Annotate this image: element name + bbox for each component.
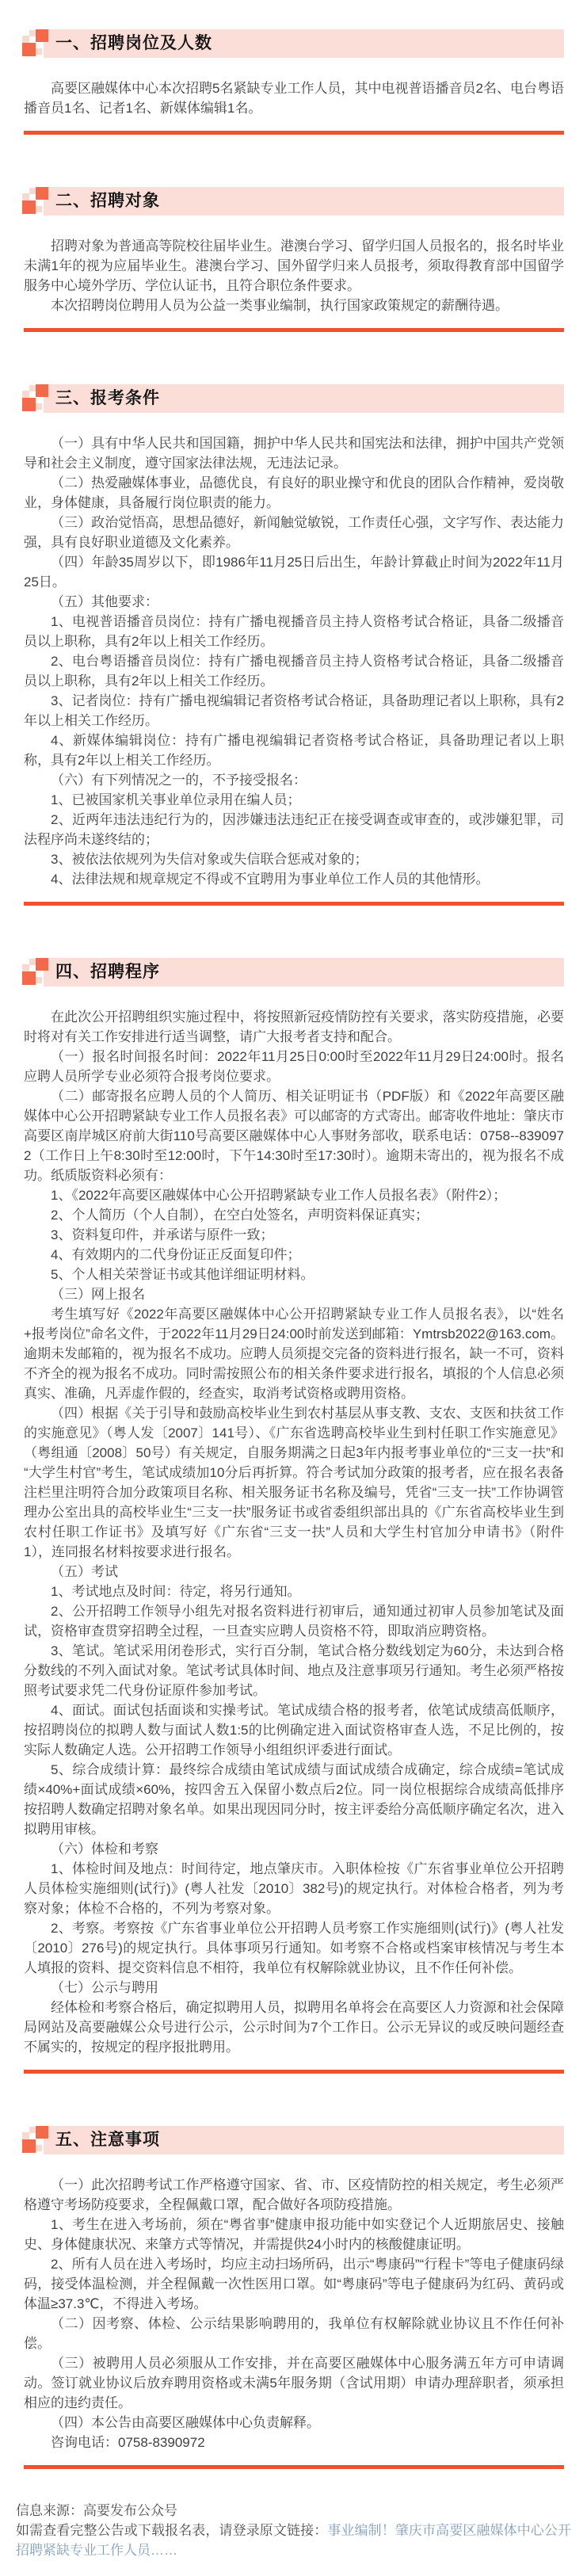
- paragraph: 本次招聘岗位聘用人员为公益一类事业编制，执行国家政策规定的薪酬待遇。: [51, 298, 509, 313]
- section-body: [0, 416, 587, 889]
- section-body: [0, 219, 587, 315]
- paragraph: （四）根据《关于引导和鼓励高校毕业生到农村基层从事支教、支农、支医和扶贫工作的实施意见》（粤人发〔2007〕141号）、《广东省选聘高校毕业生到村任职工作实施意见》（粤组通〔2008〕50号）有关规定，自服务期满之日起3年内报考事业单位的“三支一扶”和“大学生村官”考生，笔试成绩加10分后再折算。符合考试加分政策的报考者，应在报名表备注栏里注明符合加分政策项目名称、相关服务证书名称及编号，凭省“三支一扶”工作协调管理办公室出具的高校毕业生“三支一扶”服务证书或省委组织部出具的《广东省高校毕业生到农村任职工作证书》及填写好《广东省“三支一扶”人员和大学生村官加分申请书》（附件1），连同报名材料按要求进行报名。: [24, 1406, 564, 1559]
- paragraph: 2、近两年违法违纪行为的，因涉嫌违法违纪正在接受调查或审查的，或涉嫌犯罪，司法程序尚未遂终结的；: [24, 812, 564, 847]
- paragraph: （七）公示与聘用: [51, 1980, 158, 1995]
- paragraph: 高要区融媒体中心本次招聘5名紧缺专业工作人员，其中电视普语播音员2名、电台粤语播音员1名、记者1名、新媒体编辑1名。: [24, 81, 564, 116]
- icon-square: [29, 2127, 36, 2133]
- icon-square: [36, 2145, 42, 2151]
- paragraph: （一）具有中华人民共和国国籍，拥护中华人民共和国宪法和法律，拥护中国共产党领导和社会主义制度，遵守国家法律法规，无违法记录。: [24, 436, 564, 471]
- icon-square: [29, 385, 36, 391]
- paragraph: 4、面试。面试包括面谈和实操考试。笔试成绩合格的报考者，依笔试成绩高低顺序，按招聘岗位的拟聘人数与面试人数1:5的比例确定进入面试资格审查人选，不足比例的，按实际人数确定人选。公开招聘工作领导小组组织评委进行面试。: [24, 1703, 564, 1757]
- paragraph: （一）此次招聘考试工作严格遵守国家、省、市、区疫情防控的相关规定，考生必须严格遵守考场防疫要求，全程佩戴口罩，配合做好各项防疫措施。: [24, 2177, 564, 2212]
- section-notes: [0, 2123, 587, 2452]
- paragraph: 1、考试地点及时间：待定，将另行通知。: [51, 1584, 301, 1599]
- paragraph: （六）体检和考察: [51, 1841, 158, 1857]
- paragraph: （二）热爱融媒体事业，品德优良，有良好的职业操守和优良的团队合作精神，爱岗敬业，身体健康，具备履行岗位职责的能力。: [24, 475, 564, 510]
- pixel-checker-icon: [20, 184, 51, 216]
- section-header: [0, 184, 587, 219]
- icon-square: [22, 193, 29, 200]
- paragraph: 4、有效期内的二代身份证正反面复印件；: [51, 1247, 301, 1262]
- icon-square: [22, 964, 29, 971]
- paragraph: 在此次公开招聘组织实施过程中，将按照新冠疫情防控有关要求，落实防疫措施，必要时将对有关工作安排进行适当调整，请广大报考者支持和配合。: [24, 1009, 564, 1044]
- icon-square: [22, 200, 36, 214]
- section-divider: [24, 328, 564, 332]
- section-body: [0, 2158, 587, 2452]
- footer: [0, 2469, 587, 2560]
- icon-square: [22, 398, 36, 411]
- paragraph: 1、体检时间及地点：时间待定，地点肇庆市。入职体检按《广东省事业单位公开招聘人员体检实施细则(试行)》(粤人社发〔2010〕382号)的规定执行。对体检合格者，列为考察对象；体检不合格的，不列为考察对象。: [24, 1861, 564, 1916]
- section-header: [0, 381, 587, 416]
- paragraph: （三）被聘用人员必须服从工作安排，并在高要区融媒体中心服务满五年方可申请调动。签订就业协议后放弃聘用资格或未满5年服务期（含试用期）申请办理辞职者，须承担相应的违约责任。: [24, 2356, 564, 2410]
- paragraph: （五）其他要求：: [51, 594, 158, 609]
- pixel-checker-icon: [20, 955, 51, 987]
- paragraph: 3、记者岗位：持有广播电视编辑记者资格考试合格证，具备助理记者以上职称，具有2年以上相关工作经历。: [24, 693, 564, 728]
- paragraph: 经体检和考察合格后，确定拟聘用人员，拟聘用名单将会在高要区人力资源和社会保障局网站及高要融媒公众号进行公示，公示时间为7个工作日。公示无异议的或反映问题经查不属实的，按规定的程序报批聘用。: [24, 2000, 564, 2055]
- paragraph: 2、个人简历（个人自制），在空白处签名，声明资料保证真实；: [51, 1208, 429, 1223]
- section-divider: [24, 902, 564, 906]
- footer-more: [16, 2521, 571, 2560]
- icon-square: [36, 2126, 48, 2139]
- section-body: [0, 990, 587, 2057]
- icon-square: [36, 384, 48, 397]
- icon-square: [29, 30, 36, 36]
- icon-square: [36, 403, 42, 410]
- icon-square: [22, 391, 29, 398]
- section-targets: [0, 184, 587, 315]
- icon-square: [36, 29, 48, 42]
- paragraph: （四）年龄35周岁以下，即1986年11月25日后出生，年龄计算截止时间为2022年11月25日。: [24, 555, 564, 590]
- footer-link-prefix: 如需查看完整公告或下载报名表，请登录原文链接：: [16, 2523, 328, 2538]
- paragraph: 4、新媒体编辑岗位：持有广播电视编辑记者资格考试合格证，具备助理记者以上职称，具有2年以上相关工作经历。: [24, 733, 564, 768]
- icon-square: [22, 43, 36, 56]
- section-title: 一、招聘岗位及人数: [55, 34, 212, 52]
- icon-square: [22, 2132, 29, 2139]
- section-body: [0, 61, 587, 118]
- paragraph: 1、电视普语播音员岗位：持有广播电视播音员主持人资格考试合格证，具备二级播音员以上职称，具有2年以上相关工作经历。: [24, 614, 564, 649]
- paragraph: 5、综合成绩计算：最终综合成绩由笔试成绩与面试成绩合成确定，综合成绩=笔试成绩×40%+面试成绩×60%，按四舍五入保留小数点后2位。同一岗位根据综合成绩高低排序按招聘人数确定招聘对象名单。如果出现因同分时，按主评委给分高低顺序确定名次，进入拟聘用审核。: [24, 1762, 564, 1837]
- section-requirements: [0, 381, 587, 889]
- footer-original-link[interactable]: 事业编制！肇庆市高要区融媒体中心公开招聘紧缺专业工作人员……: [16, 2523, 572, 2558]
- icon-square: [22, 2139, 36, 2153]
- paragraph: 4、法律法规和规章规定不得或不宜聘用为事业单位工作人员的其他情形。: [51, 872, 490, 887]
- icon-square: [36, 977, 42, 983]
- paragraph: （一）报名时间报名时间：2022年11月25日0:00时至2022年11月29日24:00时。报名应聘人员所学专业必须符合报考岗位要求。: [24, 1049, 564, 1084]
- footer-source: 信息来源：高要发布公众号: [16, 2503, 177, 2518]
- paragraph: （三）网上报名: [51, 1287, 145, 1302]
- paragraph: 2、公开招聘工作领导小组先对报名资料进行初审后，通知通过初审人员参加笔试及面试，资格审查贯穿招聘全过程，一旦查实应聘人员资格不符，即取消应聘资格。: [24, 1604, 564, 1639]
- paragraph: 1、考生在进入考场前，须在“粤省事”健康申报功能中如实登记个人近期旅居史、接触史、身体健康状况、来肇方式等情况，并需提供24小时内的核酸健康证明。: [24, 2217, 564, 2252]
- section-header: [0, 955, 587, 990]
- paragraph: 3、笔试。笔试采用闭卷形式，实行百分制，笔试合格分数线划定为60分，未达到合格分数线的不列入面试对象。笔试考试具体时间、地点及注意事项另行通知。考生必须严格按照考试要求凭二代身份证原件参加考试。: [24, 1643, 564, 1698]
- icon-square: [29, 188, 36, 194]
- paragraph: 5、个人相关荣誉证书或其他详细证明材料。: [51, 1267, 314, 1282]
- paragraph: 2、所有人员在进入考场时，均应主动扫场所码，出示“粤康码”“行程卡”等电子健康码绿码，接受体温检测，并全程佩戴一次性医用口罩。如“粤康码”等电子健康码为红码、黄码或体温≥37.3℃，不得进入考场。: [24, 2257, 564, 2311]
- pixel-checker-icon: [20, 381, 51, 413]
- paragraph: （六）有下列情况之一的，不予接受报名：: [51, 773, 307, 788]
- section-title: 三、报考条件: [55, 389, 160, 407]
- paragraph: 1、已被国家机关事业单位录用在编人员；: [51, 792, 301, 807]
- paragraph: 考生填写好《2022年高要区融媒体中心公开招聘紧缺专业工作人员报名表》，以“姓名+报考岗位”命名文件，于2022年11月29日24:00时前发送到邮箱：Ymtrsb2022@163.com。逾期未发邮箱的，视为报名不成功。应聘人员须提交完备的资料进行报名，缺一不可，资料不齐全的视为报名不成功。同时需按照公布的相关条件要求进行报名，填报的个人信息必须真实、准确，凡弄虚作假的，经查实，取消考试资格或聘用资格。: [24, 1307, 564, 1401]
- paragraph: 招聘对象为普通高等院校往届毕业生。港澳台学习、留学归国人员报名的，报名时毕业未满1年的视为应届毕业生。港澳台学习、国外留学归来人员报考，须取得教育部中国留学服务中心境外学历、学位认证书，且符合职位条件要求。: [24, 239, 564, 293]
- section-title: 二、招聘对象: [55, 192, 160, 210]
- paragraph: （二）因考察、体检、公示结果影响聘用的，我单位有权解除就业协议且不作任何补偿。: [24, 2316, 564, 2351]
- section-divider: [24, 131, 564, 135]
- section-divider: [24, 2070, 564, 2074]
- paragraph: 咨询电话：0758-8390972: [51, 2435, 205, 2450]
- paragraph: 3、被依法依规列为失信对象或失信联合惩戒对象的；: [51, 852, 368, 867]
- pixel-checker-icon: [20, 2123, 51, 2154]
- icon-square: [22, 971, 36, 985]
- icon-square: [36, 206, 42, 212]
- paragraph: （五）考试: [51, 1564, 118, 1579]
- paragraph: 3、资料复印件，并承诺与原件一致；: [51, 1227, 274, 1242]
- icon-square: [22, 36, 29, 43]
- paragraph: （二）邮寄报名应聘人员的个人简历、相关证明证书（PDF版）和《2022年高要区融媒体中心公开招聘紧缺专业工作人员报名表》可以邮寄的方式寄出。邮寄收件地址：肇庆市高要区南岸城区府前大街110号高要区融媒体中心人事财务部收，联系电话：0758--8390972（工作日上午8:30时至12:00时，下午14:30时至17:30时）。逾期未寄出的，视为报名不成功。纸质版资料必须有：: [24, 1089, 564, 1183]
- paragraph: 2、电台粤语播音员岗位：持有广播电视播音员主持人资格考试合格证，具备二级播音员以上职称，具有2年以上相关工作经历。: [24, 654, 564, 689]
- icon-square: [29, 959, 36, 965]
- paragraph: （四）本公告由高要区融媒体中心负责解释。: [51, 2415, 320, 2430]
- section-header: [0, 26, 587, 61]
- section-header: [0, 2123, 587, 2158]
- pixel-checker-icon: [20, 26, 51, 58]
- paragraph: （三）政治觉悟高，思想品德好，新闻触觉敏锐，工作责任心强，文字写作、表达能力强，具有良好职业道德及文化素养。: [24, 515, 564, 550]
- section-title: 五、注意事项: [55, 2131, 160, 2149]
- paragraph: 2、考察。考察按《广东省事业单位公开招聘人员考察工作实施细则(试行)》(粤人社发〔2010〕276号)的规定执行。具体事项另行通知。如考察不合格或档案审核情况与考生本人填报的资料、提交资料信息不相符，我单位有权解除就业协议，且不作任何补偿。: [24, 1921, 564, 1975]
- icon-square: [36, 958, 48, 971]
- section-positions: [0, 26, 587, 118]
- icon-square: [36, 187, 48, 200]
- paragraph: 1、《2022年高要区融媒体中心公开招聘紧缺专业工作人员报名表》（附件2）；: [51, 1188, 507, 1203]
- icon-square: [36, 48, 42, 55]
- section-procedure: [0, 955, 587, 2057]
- section-title: 四、招聘程序: [55, 963, 160, 981]
